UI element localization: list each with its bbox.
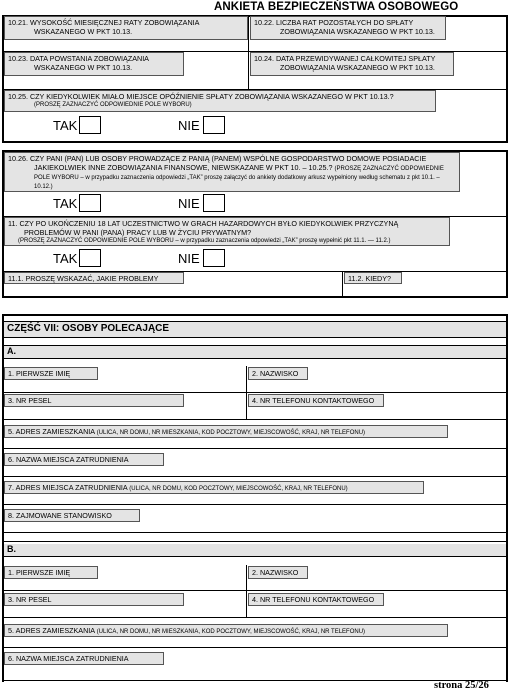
person-b-first-name-label: 1. PIERWSZE IMIĘ: [4, 566, 98, 579]
person-a-address-label: 5. ADRES ZAMIESZKANIA (ULICA, NR DOMU, NR MIESZKANIA, KOD POCZTOWY, MIEJSCOWOŚĆ, KRAJ, NR TELEFONU): [4, 425, 448, 438]
person-a-surname-label: 2. NAZWISKO: [248, 367, 308, 380]
divider: [3, 419, 507, 420]
person-b-address-input[interactable]: [6, 638, 504, 647]
checkbox-10-25-no[interactable]: [203, 116, 225, 134]
divider-vertical: [246, 366, 247, 419]
person-b-phone-input[interactable]: [250, 607, 504, 616]
field-11-label: 11. CZY PO UKOŃCZENIU 18 LAT UCZESTNICTWO W GRACH HAZARDOWYCH BYŁO KIEDYKOLWIEK PRZYCZYNĄ PROBLEMÓW W PANI (PANA) PRACY LUB W ŻYCIU PRYWATNYM? (PROSZĘ ZAZNACZYĆ ODPOWIEDNIE POLE WYBORU – w przypadku zaznaczenia odpowiedzi „TAK” proszę wypełnić pkt 11.1. — 11.2.): [4, 217, 450, 246]
person-a-heading: A.: [4, 346, 506, 358]
divider: [3, 532, 507, 533]
field-10-25-label: 10.25. CZY KIEDYKOLWIEK MIAŁO MIEJSCE OPÓŹNIENIE SPŁATY ZOBOWIĄZANIA WSKAZANEGO W PKT 10.13.? (PROSZĘ ZAZNACZYĆ ODPOWIEDNIE POLE WYBORU): [4, 90, 436, 112]
field-10-21-input[interactable]: [6, 40, 246, 50]
person-b-address-label: 5. ADRES ZAMIESZKANIA (ULICA, NR DOMU, NR MIESZKANIA, KOD POCZTOWY, MIEJSCOWOŚĆ, KRAJ, NR TELEFONU): [4, 624, 448, 637]
person-a-first-name-label: 1. PIERWSZE IMIĘ: [4, 367, 98, 380]
field-10-21-label: 10.21. WYSOKOŚĆ MIESIĘCZNEJ RATY ZOBOWIĄZANIA WSKAZANEGO W PKT 10.13.: [4, 16, 248, 40]
divider: [3, 541, 507, 542]
person-b-phone-label: 4. NR TELEFONU KONTAKTOWEGO: [248, 593, 384, 606]
field-10-24-label: 10.24. DATA PRZEWIDYWANEJ CAŁKOWITEJ SPŁATY ZOBOWIĄZANIA WSKAZANEGO W PKT 10.13.: [250, 52, 454, 76]
no-label: NIE: [178, 196, 200, 211]
person-a-employer-address-input[interactable]: [6, 495, 504, 504]
person-a-first-name-input[interactable]: [6, 381, 244, 391]
person-b-employer-input[interactable]: [6, 666, 504, 678]
person-b-surname-label: 2. NAZWISKO: [248, 566, 308, 579]
field-10-23-label: 10.23. DATA POWSTANIA ZOBOWIĄZANIA WSKAZANEGO W PKT 10.13.: [4, 52, 184, 76]
checkbox-10-26-no[interactable]: [203, 194, 225, 212]
checkbox-10-25-yes[interactable]: [79, 116, 101, 134]
person-b-surname-input[interactable]: [250, 580, 504, 589]
section-vii-title: CZĘŚĆ VII: OSOBY POLECAJĄCE: [4, 322, 506, 337]
person-a-employer-address-label: 7. ADRES MIEJSCA ZATRUDNIENIA (ULICA, NR DOMU, KOD POCZTOWY, MIEJSCOWOŚĆ, KRAJ, NR TELEFONU): [4, 481, 424, 494]
person-a-phone-label: 4. NR TELEFONU KONTAKTOWEGO: [248, 394, 384, 407]
person-a-surname-input[interactable]: [250, 381, 504, 391]
field-10-26-label: 10.26. CZY PANI (PAN) LUB OSOBY PROWADZĄCE Z PANIĄ (PANEM) WSPÓLNE GOSPODARSTWO DOMOWE POSIADACIE JAKIEKOLWIEK INNE ZOBOWIĄZANIA FINANSOWE, NIEWSKAZANE W PKT 10. – 10.25.? (PROSZĘ ZAZNACZYĆ ODPOWIEDNIE POLE WYBORU – w przypadku zaznaczenia odpowiedzi „TAK” proszę załączyć do ankiety dodatkowy arkusz wypełniony według schematu z pkt 10.1. – 10.12.): [4, 152, 460, 192]
field-10-22-label: 10.22. LICZBA RAT POZOSTAŁYCH DO SPŁATY ZOBOWIĄZANIA WSKAZANEGO W PKT 10.13.: [250, 16, 446, 40]
yes-label: TAK: [53, 251, 78, 266]
person-a-position-label: 8. ZAJMOWANE STANOWISKO: [4, 509, 140, 522]
divider: [3, 504, 507, 505]
person-a-pesel-input[interactable]: [6, 408, 244, 418]
no-label: NIE: [178, 118, 200, 133]
divider: [3, 617, 507, 618]
checkbox-11-yes[interactable]: [79, 249, 101, 267]
divider: [3, 358, 507, 359]
person-a-position-input[interactable]: [6, 523, 504, 532]
divider: [3, 321, 507, 322]
divider: [3, 680, 507, 681]
no-label: NIE: [178, 251, 200, 266]
person-a-phone-input[interactable]: [250, 408, 504, 418]
divider: [3, 556, 507, 557]
checkbox-10-26-yes[interactable]: [79, 194, 101, 212]
person-a-address-input[interactable]: [6, 439, 504, 448]
person-a-employer-label: 6. NAZWA MIEJSCA ZATRUDNIENIA: [4, 453, 164, 466]
divider: [3, 590, 507, 591]
checkbox-11-no[interactable]: [203, 249, 225, 267]
yes-label: TAK: [53, 196, 78, 211]
yes-label: TAK: [53, 118, 78, 133]
divider: [3, 647, 507, 648]
page-number: strona 25/26: [434, 680, 489, 691]
person-a-employer-input[interactable]: [6, 467, 504, 476]
person-b-employer-label: 6. NAZWA MIEJSCA ZATRUDNIENIA: [4, 652, 164, 665]
divider-vertical: [248, 16, 249, 89]
person-a-pesel-label: 3. NR PESEL: [4, 394, 184, 407]
field-11-1-label: 11.1. PROSZĘ WSKAZAĆ, JAKIE PROBLEMY: [4, 272, 184, 284]
divider: [3, 337, 507, 338]
divider: [3, 476, 507, 477]
person-b-pesel-label: 3. NR PESEL: [4, 593, 184, 606]
field-10-22-input[interactable]: [252, 40, 502, 50]
field-11-2-label: 11.2. KIEDY?: [344, 272, 402, 284]
divider: [3, 448, 507, 449]
divider: [3, 345, 507, 346]
person-b-heading: B.: [4, 544, 506, 556]
divider-vertical: [342, 271, 343, 297]
form-title: ANKIETA BEZPIECZEŃSTWA OSOBOWEGO: [214, 1, 459, 13]
person-b-pesel-input[interactable]: [6, 607, 244, 616]
field-10-24-input[interactable]: [252, 76, 502, 88]
field-10-23-input[interactable]: [6, 76, 246, 88]
divider: [3, 392, 507, 393]
divider-vertical: [246, 565, 247, 617]
field-11-2-input[interactable]: [346, 284, 504, 296]
person-b-first-name-input[interactable]: [6, 580, 244, 589]
field-11-1-input[interactable]: [6, 284, 340, 296]
